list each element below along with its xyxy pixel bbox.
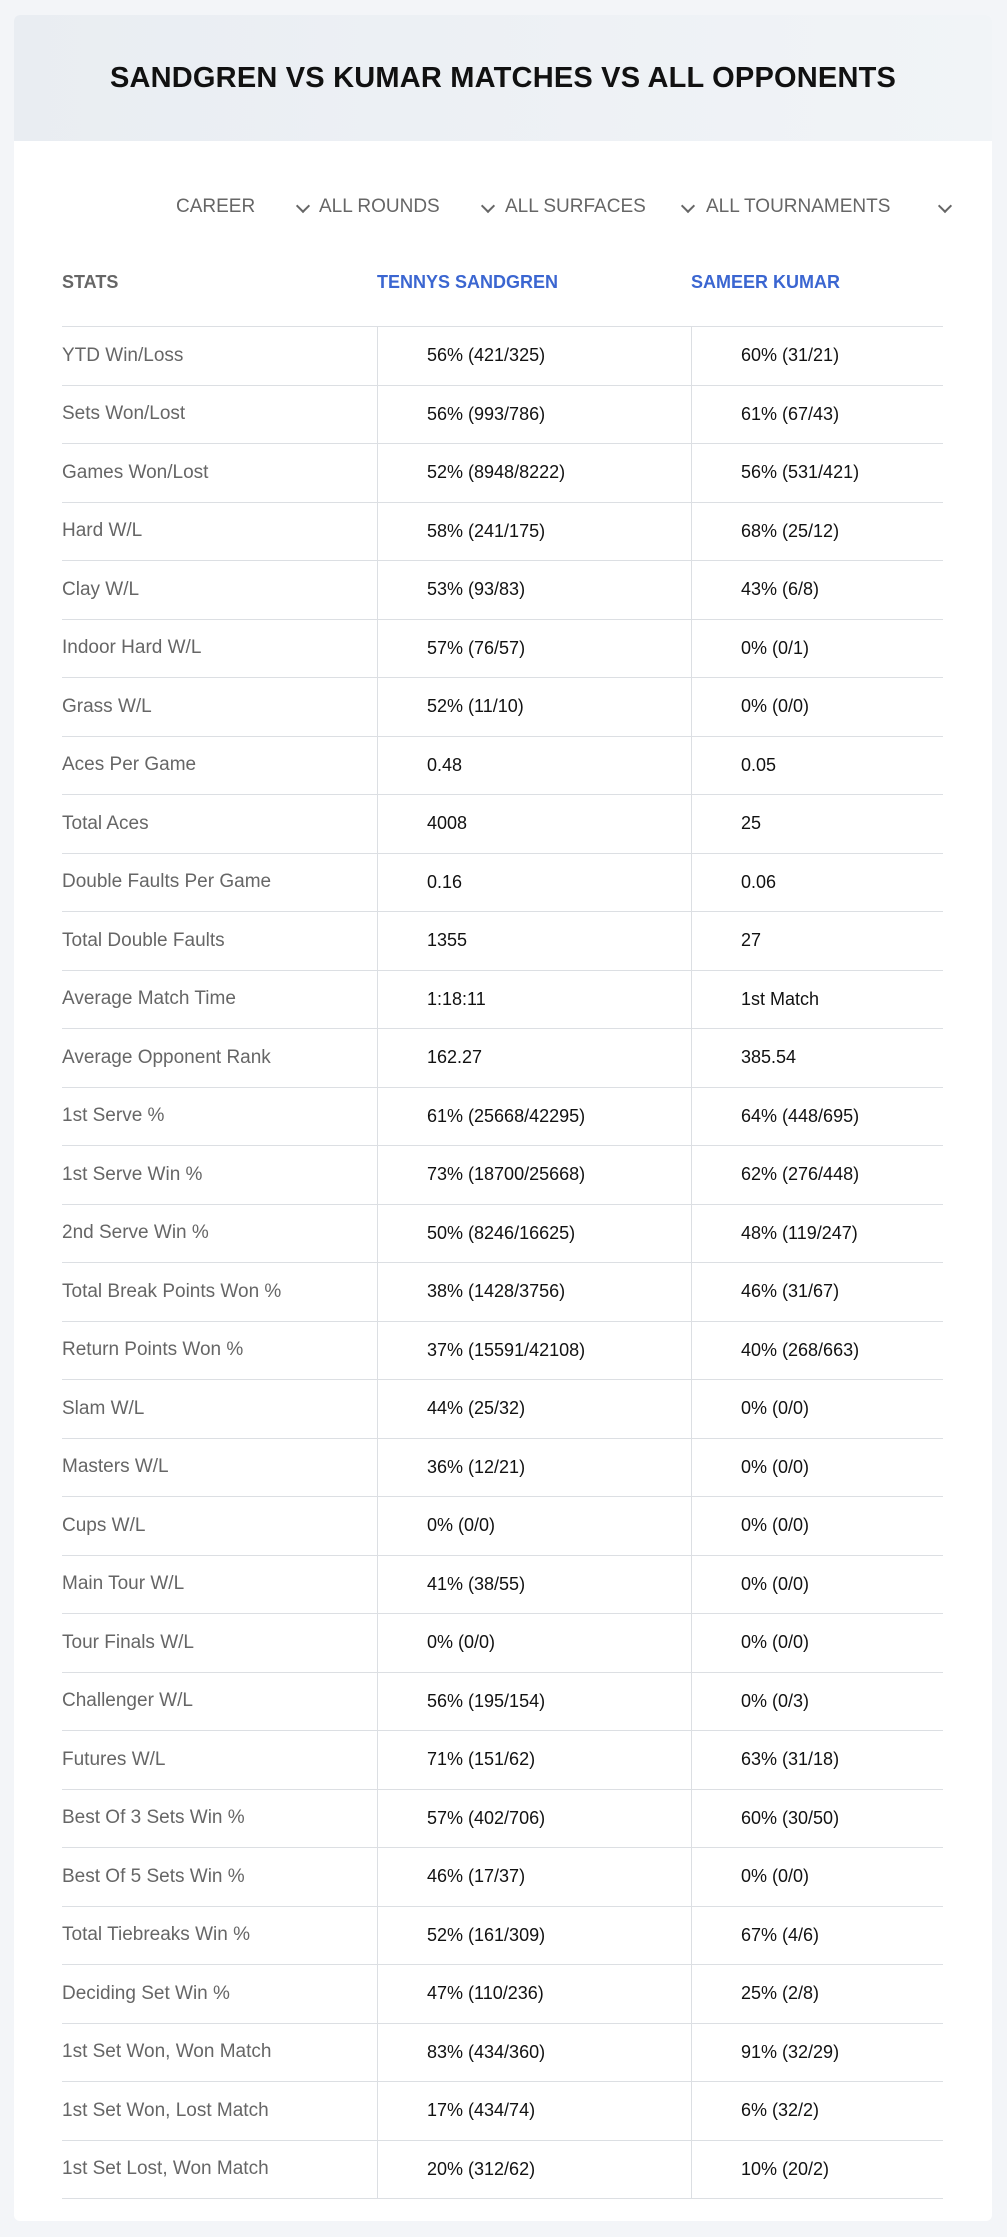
stat-label: Hard W/L	[62, 520, 143, 542]
stat-label: Sets Won/Lost	[62, 403, 186, 425]
rounds-filter-label: ALL ROUNDS	[319, 196, 440, 217]
filter-bar	[14, 187, 992, 227]
stat-label: Deciding Set Win %	[62, 1982, 230, 2004]
table-row	[62, 1556, 943, 1615]
tournaments-filter-label: ALL TOURNAMENTS	[706, 196, 891, 217]
table-row	[62, 386, 943, 445]
chevron-down-icon	[296, 199, 310, 213]
career-filter[interactable]	[176, 187, 314, 227]
rounds-filter[interactable]	[319, 187, 499, 227]
surfaces-filter-label: ALL SURFACES	[505, 196, 646, 217]
player1-value: 1:18:11	[427, 988, 486, 1009]
player1-value: 41% (38/55)	[427, 1573, 526, 1594]
player2-value: 25	[741, 813, 762, 834]
page-header	[14, 15, 992, 141]
table-row	[62, 1146, 943, 1205]
player2-column-header[interactable]: SAMEER KUMAR	[691, 272, 841, 292]
column-divider	[377, 327, 378, 2199]
table-row	[62, 1205, 943, 1264]
table-row	[62, 1965, 943, 2024]
player2-value: 385.54	[741, 1047, 797, 1068]
player2-value: 48% (119/247)	[741, 1222, 858, 1243]
table-row	[62, 1439, 943, 1498]
player1-value: 0% (0/0)	[427, 1515, 496, 1536]
player2-value: 0.05	[741, 754, 777, 775]
stats-card	[14, 15, 992, 2221]
table-row	[62, 795, 943, 854]
player1-value: 0.16	[427, 871, 463, 892]
player1-value: 56% (195/154)	[427, 1690, 546, 1711]
table-row	[62, 1497, 943, 1556]
stat-label: Games Won/Lost	[62, 461, 209, 483]
stat-label: 1st Serve %	[62, 1105, 165, 1127]
player2-value: 56% (531/421)	[741, 462, 860, 483]
player1-value: 38% (1428/3756)	[427, 1281, 566, 1302]
player2-value: 64% (448/695)	[741, 1105, 860, 1126]
chevron-down-icon	[938, 199, 952, 213]
player1-value: 37% (15591/42108)	[427, 1339, 586, 1360]
player2-value: 43% (6/8)	[741, 579, 820, 600]
player2-value: 60% (30/50)	[741, 1807, 840, 1828]
table-row	[62, 2082, 943, 2141]
player1-value: 46% (17/37)	[427, 1866, 526, 1887]
stat-label: Slam W/L	[62, 1397, 145, 1419]
stat-label: Total Tiebreaks Win %	[62, 1924, 250, 1946]
player1-value: 47% (110/236)	[427, 1983, 544, 2004]
player2-value: 0% (0/0)	[741, 1573, 810, 1594]
stat-label: Futures W/L	[62, 1748, 166, 1770]
table-row	[62, 1614, 943, 1673]
player1-value: 0.48	[427, 754, 463, 775]
player2-value: 0% (0/0)	[741, 1515, 810, 1536]
stat-label: 1st Set Won, Won Match	[62, 2041, 272, 2063]
table-row	[62, 678, 943, 737]
stat-label: Total Break Points Won %	[62, 1280, 282, 1302]
player1-value: 57% (76/57)	[427, 637, 526, 658]
stat-label: 1st Set Won, Lost Match	[62, 2099, 269, 2121]
table-row	[62, 1088, 943, 1147]
stat-label: Indoor Hard W/L	[62, 637, 202, 659]
table-row	[62, 1907, 943, 1966]
table-row	[62, 1380, 943, 1439]
player1-value: 162.27	[427, 1047, 483, 1068]
stat-label: Main Tour W/L	[62, 1573, 185, 1595]
player1-value: 20% (312/62)	[427, 2158, 536, 2179]
stat-label: Total Aces	[62, 812, 149, 834]
table-row	[62, 2141, 943, 2200]
stat-label: YTD Win/Loss	[62, 344, 184, 366]
stat-label: Tour Finals W/L	[62, 1631, 194, 1653]
stat-label: Challenger W/L	[62, 1690, 193, 1712]
player2-value: 1st Match	[741, 988, 820, 1009]
player1-value: 52% (11/10)	[427, 696, 524, 717]
column-divider	[691, 327, 692, 2199]
player1-value: 57% (402/706)	[427, 1807, 546, 1828]
table-row	[62, 1029, 943, 1088]
table-row	[62, 1673, 943, 1732]
stat-label: 2nd Serve Win %	[62, 1222, 209, 1244]
table-row	[62, 327, 943, 386]
stat-label: Grass W/L	[62, 695, 152, 717]
player1-column-header[interactable]: TENNYS SANDGREN	[377, 272, 559, 292]
player2-value: 61% (67/43)	[741, 403, 840, 424]
player2-value: 0% (0/0)	[741, 1632, 810, 1653]
stat-label: Aces Per Game	[62, 754, 197, 776]
table-row	[62, 1731, 943, 1790]
table-row	[62, 1263, 943, 1322]
table-row	[62, 1790, 943, 1849]
table-row	[62, 2024, 943, 2083]
player1-value: 4008	[427, 813, 468, 834]
player1-value: 56% (993/786)	[427, 403, 546, 424]
player1-value: 44% (25/32)	[427, 1398, 526, 1419]
stat-label: 1st Serve Win %	[62, 1163, 203, 1185]
player1-value: 73% (18700/25668)	[427, 1164, 586, 1185]
player2-value: 68% (25/12)	[741, 520, 840, 541]
page-title: SANDGREN VS KUMAR MATCHES VS ALL OPPONENTS	[109, 61, 897, 94]
player1-value: 83% (434/360)	[427, 2041, 546, 2062]
player1-value: 71% (151/62)	[427, 1749, 536, 1770]
player2-value: 67% (4/6)	[741, 1924, 820, 1945]
stat-label: Double Faults Per Game	[62, 871, 272, 893]
player1-value: 36% (12/21)	[427, 1456, 526, 1477]
stat-label: 1st Set Lost, Won Match	[62, 2158, 269, 2180]
table-row	[62, 1848, 943, 1907]
player1-value: 50% (8246/16625)	[427, 1222, 576, 1243]
player2-value: 27	[741, 930, 762, 951]
player2-value: 0% (0/0)	[741, 1398, 810, 1419]
table-row	[62, 503, 943, 562]
table-row	[62, 971, 943, 1030]
table-row	[62, 561, 943, 620]
player2-value: 91% (32/29)	[741, 2041, 840, 2062]
player2-value: 25% (2/8)	[741, 1983, 820, 2004]
player1-value: 0% (0/0)	[427, 1632, 496, 1653]
stat-label: Best Of 3 Sets Win %	[62, 1807, 245, 1829]
player2-value: 0% (0/0)	[741, 1866, 810, 1887]
player1-value: 17% (434/74)	[427, 2100, 536, 2121]
player1-value: 58% (241/175)	[427, 520, 546, 541]
stat-label: Clay W/L	[62, 578, 140, 600]
player2-value: 46% (31/67)	[741, 1281, 840, 1302]
stat-label: Average Opponent Rank	[62, 1046, 271, 1068]
table-body	[62, 327, 943, 2199]
surfaces-filter[interactable]	[505, 187, 697, 227]
career-filter-label: CAREER	[176, 196, 256, 217]
chevron-down-icon	[481, 199, 495, 213]
player2-value: 0% (0/0)	[741, 696, 810, 717]
player2-value: 40% (268/663)	[741, 1339, 860, 1360]
stat-label: Return Points Won %	[62, 1339, 244, 1361]
table-row	[62, 444, 943, 503]
player2-value: 63% (31/18)	[741, 1749, 840, 1770]
table-row	[62, 737, 943, 796]
stat-label: Average Match Time	[62, 988, 236, 1010]
player2-value: 60% (31/21)	[741, 345, 840, 366]
player2-value: 6% (32/2)	[741, 2100, 820, 2121]
stat-label: Cups W/L	[62, 1514, 146, 1536]
player1-value: 52% (8948/8222)	[427, 462, 566, 483]
player2-value: 0% (0/0)	[741, 1456, 810, 1477]
stat-label: Masters W/L	[62, 1456, 169, 1478]
table-row	[62, 1322, 943, 1381]
stat-label: Best Of 5 Sets Win %	[62, 1865, 245, 1887]
tournaments-filter[interactable]	[706, 187, 948, 227]
player1-value: 53% (93/83)	[427, 579, 526, 600]
stats-column-header: STATS	[62, 272, 119, 292]
chevron-down-icon	[681, 199, 695, 213]
table-header	[62, 252, 943, 327]
stat-label: Total Double Faults	[62, 929, 225, 951]
player2-value: 0.06	[741, 871, 777, 892]
player2-value: 62% (276/448)	[741, 1164, 860, 1185]
player1-value: 1355	[427, 930, 468, 951]
stats-table	[62, 252, 943, 2199]
player1-value: 56% (421/325)	[427, 345, 546, 366]
player1-value: 61% (25668/42295)	[427, 1105, 586, 1126]
player2-value: 10% (20/2)	[741, 2158, 830, 2179]
table-row	[62, 854, 943, 913]
player2-value: 0% (0/3)	[741, 1690, 810, 1711]
player2-value: 0% (0/1)	[741, 637, 810, 658]
player1-value: 52% (161/309)	[427, 1924, 546, 1945]
table-row	[62, 912, 943, 971]
table-row	[62, 620, 943, 679]
